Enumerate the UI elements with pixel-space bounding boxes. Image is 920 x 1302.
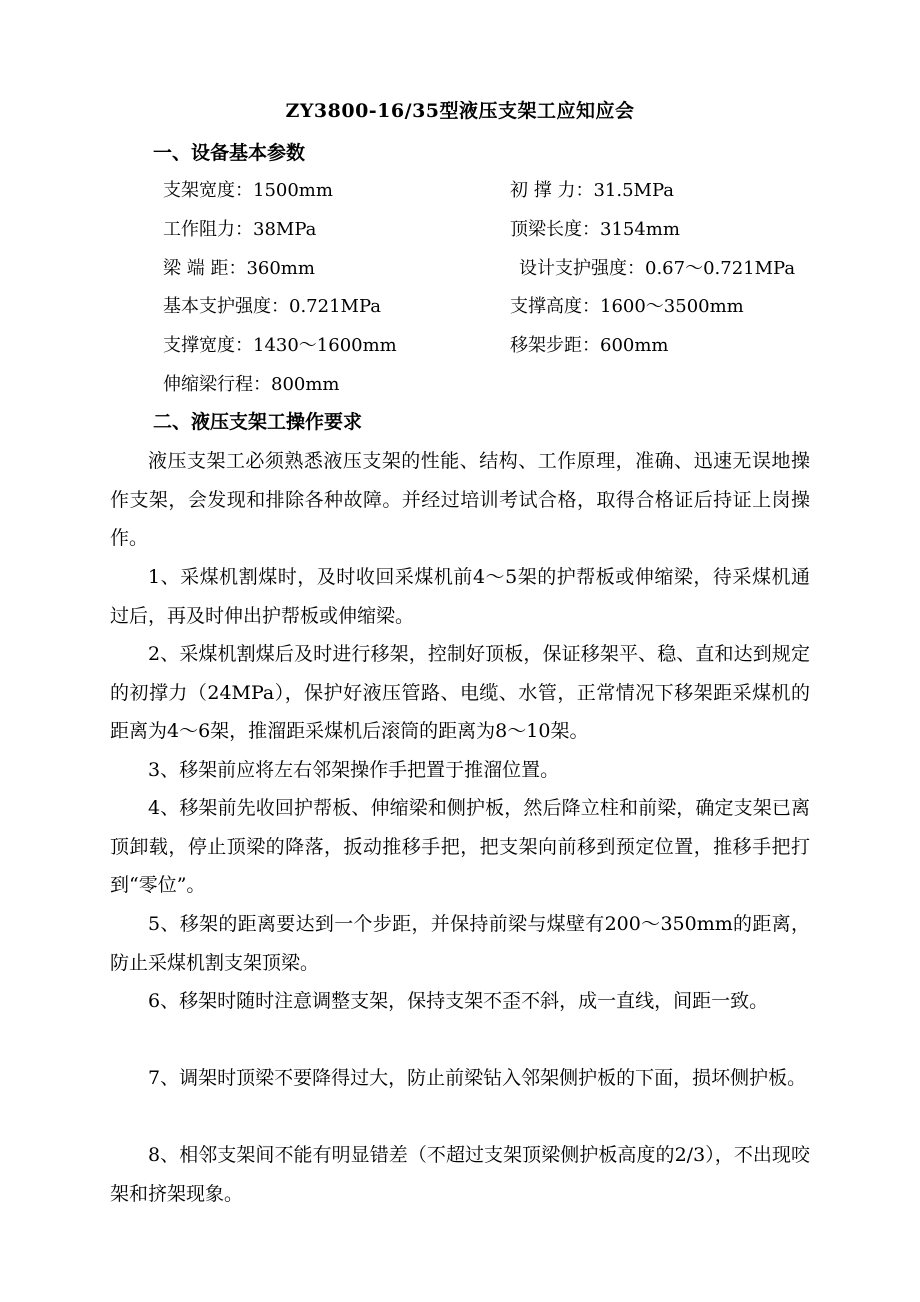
intro-paragraph: 液压支架工必须熟悉液压支架的性能、结构、工作原理，准确、迅速无误地操作支架，会发现和排除各种故障。并经过培训考试合格，取得合格证后持证上岗操作。 bbox=[110, 450, 810, 550]
param-canopy-length: 顶梁长度：3154mm bbox=[510, 219, 680, 240]
param-setting-load: 初 撑 力：31.5MPa bbox=[510, 180, 674, 201]
param-support-height: 支撑高度：1600～3500mm bbox=[510, 296, 744, 317]
list-item-6: 6、移架时随时注意调整支架，保持支架不歪不斜，成一直线，间距一致。 bbox=[148, 990, 769, 1012]
param-support-width: 支架宽度：1500mm bbox=[163, 180, 333, 201]
document-title: ZY3800-16/35型液压支架工应知应会 bbox=[285, 100, 635, 122]
list-item-2: 2、采煤机割煤后及时进行移架，控制好顶板，保证移架平、稳、直和达到规定的初撑力（24MPa），保护好液压管路、电缆、水管，正常情况下移架距采煤机的距离为4～6架，推溜距采煤机后滚筒的距离为8～10架。 bbox=[110, 643, 810, 743]
param-working-resistance: 工作阻力：38MPa bbox=[163, 219, 317, 240]
param-extension-stroke: 伸缩梁行程：800mm bbox=[163, 374, 340, 395]
section-heading-equipment-params: 一、设备基本参数 bbox=[153, 142, 306, 164]
list-item-1: 1、采煤机割煤时，及时收回采煤机前4～5架的护帮板或伸缩梁，待采煤机通过后，再及时伸出护帮板或伸缩梁。 bbox=[110, 566, 810, 627]
list-item-4: 4、移架前先收回护帮板、伸缩梁和侧护板，然后降立柱和前梁，确定支架已离顶卸载，停止顶梁的降落，扳动推移手把，把支架向前移到预定位置，推移手把打到“零位”。 bbox=[110, 797, 810, 897]
param-advance-step: 移架步距：600mm bbox=[510, 335, 669, 356]
list-item-8: 8、相邻支架间不能有明显错差（不超过支架顶梁侧护板高度的2/3），不出现咬架和挤架现象。 bbox=[110, 1144, 810, 1205]
list-item-7: 7、调架时顶梁不要降得过大，防止前梁钻入邻架侧护板的下面，损坏侧护板。 bbox=[148, 1067, 807, 1089]
section-heading-operation-requirements: 二、液压支架工操作要求 bbox=[153, 411, 363, 433]
param-design-support-strength: 设计支护强度：0.67～0.721MPa bbox=[519, 258, 796, 279]
param-basic-support-strength: 基本支护强度：0.721MPa bbox=[163, 296, 381, 317]
list-item-3: 3、移架前应将左右邻架操作手把置于推溜位置。 bbox=[148, 759, 560, 781]
param-support-breadth: 支撑宽度：1430～1600mm bbox=[163, 335, 397, 356]
list-item-5: 5、移架的距离要达到一个步距，并保持前梁与煤壁有200～350mm的距离，防止采煤机割支架顶梁。 bbox=[110, 913, 810, 974]
param-tip-to-face: 梁 端 距：360mm bbox=[163, 258, 315, 279]
